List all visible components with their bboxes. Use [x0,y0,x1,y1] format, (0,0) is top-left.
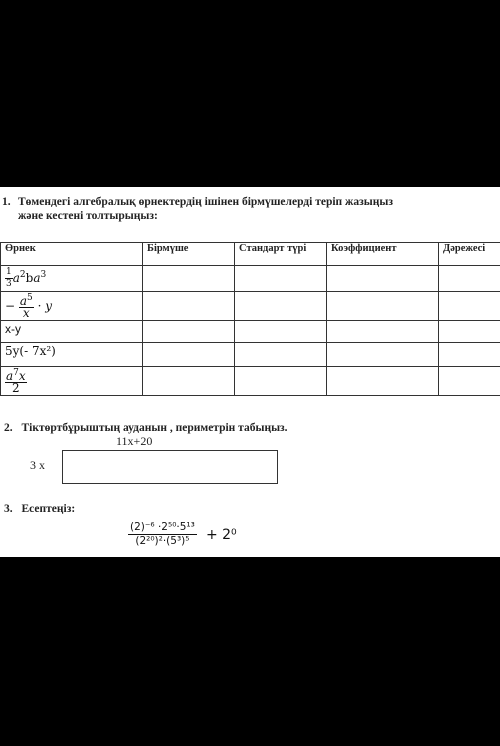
coefficient-cell[interactable] [327,266,439,292]
expression-cell [1,343,143,367]
rectangle-diagram [62,450,278,484]
worksheet-page [0,187,500,557]
header-expression: Өрнек [1,243,143,266]
header-degree: Дәрежесі [439,243,500,266]
monomial-cell[interactable] [143,321,235,343]
rectangle-width-label: 11x+20 [116,434,153,448]
expression-3: x-y [5,322,21,336]
coefficient-cell[interactable] [327,321,439,343]
table-header-row [1,243,500,266]
expression-cell [1,292,143,321]
task2-text: Тіктөртбұрыштың ауданын , периметрін табыңыз. [21,422,288,434]
expression-cell [1,321,143,343]
monomial-cell[interactable] [143,292,235,321]
table-row [1,292,500,321]
formula-numerator: (2)⁻⁶ ·2⁵⁰·5¹³ [130,521,195,533]
expression-1: $\frac{1}{3}$ $a^2ba^3$ [6,267,47,289]
rectangle-height-label: 3 x [30,458,45,472]
task3-number: 3. [4,503,13,515]
task3-line [4,503,75,515]
formula-denominator: (2²⁰)²·(5³)⁵ [135,535,190,547]
table-row [1,343,500,367]
table-row [1,367,500,396]
expression-cell [1,266,143,292]
degree-cell[interactable] [439,343,500,367]
calculation-formula [128,521,237,548]
task1-line1 [2,196,393,208]
expression-4: 5y(- 7x²) [5,344,56,358]
standard-form-cell[interactable] [235,292,327,321]
coefficient-cell[interactable] [327,367,439,396]
standard-form-cell[interactable] [235,367,327,396]
monomial-cell[interactable] [143,367,235,396]
monomial-table [0,242,500,396]
degree-cell[interactable] [439,292,500,321]
standard-form-cell[interactable] [235,343,327,367]
header-coefficient: Коэффициент [327,243,439,266]
header-monomial: Бірмүше [143,243,235,266]
task3-text: Есептеңіз: [21,503,76,515]
degree-cell[interactable] [439,321,500,343]
task2-number: 2. [4,422,13,434]
coefficient-cell[interactable] [327,292,439,321]
formula-plus-term: + 2⁰ [205,526,237,543]
table-row [1,321,500,343]
table-row [1,266,500,292]
expression-5: $\frac{a^7x}{2}$ [6,368,26,395]
expression-cell [1,367,143,396]
coefficient-cell[interactable] [327,343,439,367]
task1-text: Төмендегі алгебралық өрнектердің ішінен бірмүшелерді теріп жазыңыз [18,196,393,208]
standard-form-cell[interactable] [235,321,327,343]
task2-line [4,422,288,434]
task1-line2: және кестені толтырыңыз: [18,210,158,222]
standard-form-cell[interactable] [235,266,327,292]
header-standard-form: Стандарт түрі [235,243,327,266]
monomial-cell[interactable] [143,343,235,367]
task1-number: 1. [2,196,11,208]
degree-cell[interactable] [439,367,500,396]
monomial-cell[interactable] [143,266,235,292]
expression-2: − $\frac{a^5}{x}$ · y [5,293,52,320]
degree-cell[interactable] [439,266,500,292]
